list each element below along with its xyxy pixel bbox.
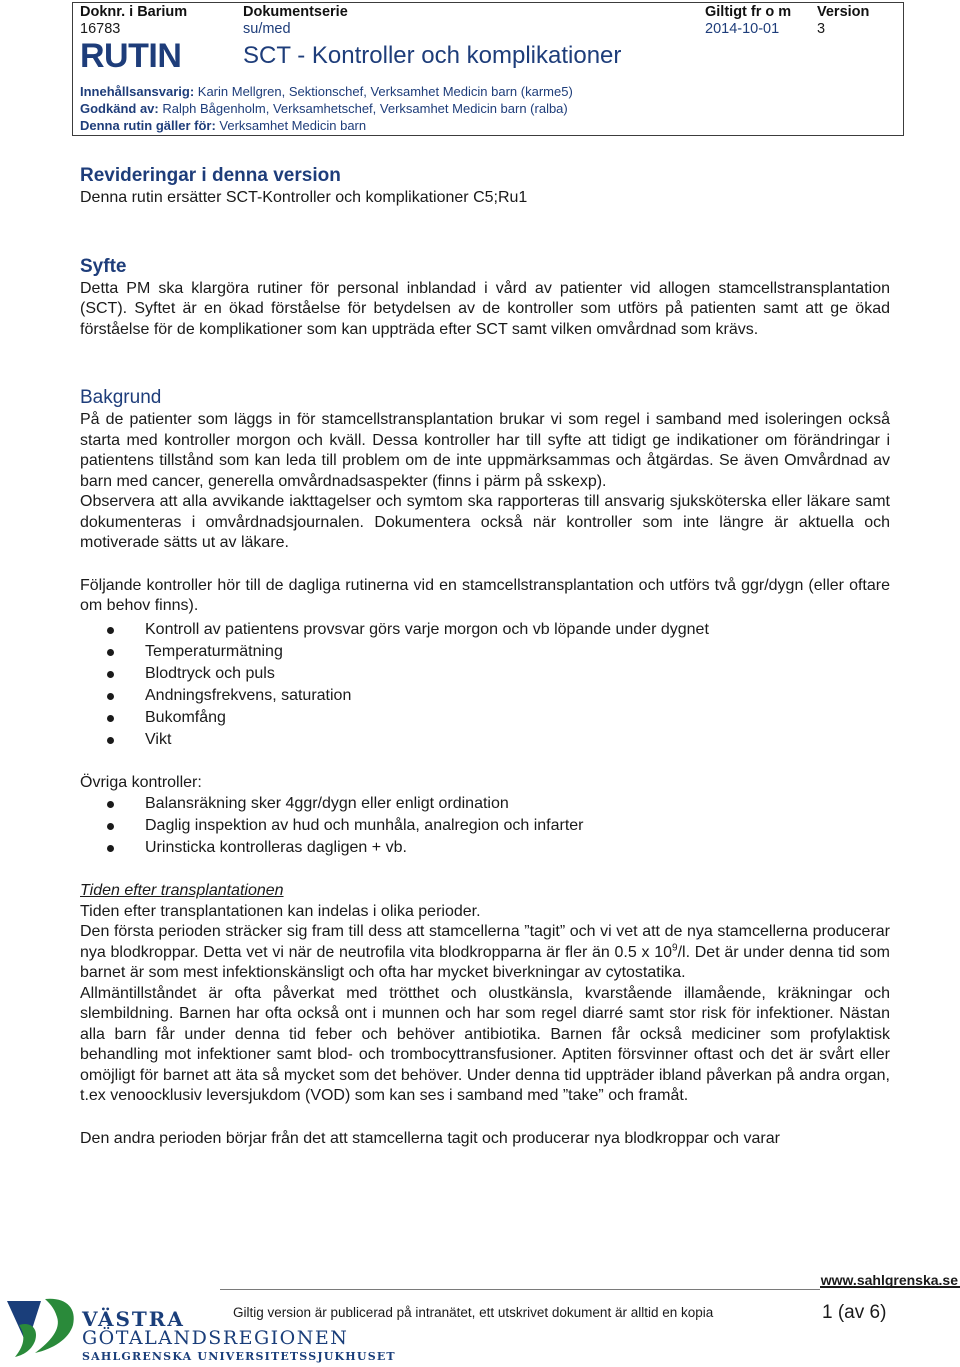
applies-value: Verksamhet Medicin barn [219, 118, 367, 133]
list-item: Daglig inspektion av hud och munhåla, analregion och infarter [145, 815, 890, 837]
version-label: Version [817, 4, 870, 20]
document-body [80, 164, 890, 1149]
logo-text-line-1: VÄSTRA [82, 1307, 185, 1331]
other-controls-heading: Övriga kontroller: [80, 773, 202, 791]
footer-divider-thin [220, 1289, 820, 1290]
document-header [72, 2, 904, 136]
bullet-icon [107, 693, 114, 700]
valid-from-value: 2014-10-01 [705, 21, 780, 37]
logo-text-line-3: SAHLGRENSKA UNIVERSITETSSJUKHUSET [82, 1350, 396, 1363]
revisions-text: Denna rutin ersätter SCT-Kontroller och komplikationer C5;Ru1 [80, 189, 528, 206]
background-paragraph-2: Observera att alla avvikande iakttagelser och symtom ska rapporteras till ansvarig sjuksköterska eller läkare samt dokumenteras i omvårdnadsjournalen. Dokumentera också när kontroller som inte längre är aktuella och motiverade sätts ut av läkare. [80, 493, 890, 551]
after-paragraph-3: Allmäntillståndet är ofta påverkat med trötthet och olustkänsla, kvarstående illamående, kräkningar och slembildning. Barnen har ofta också ont i munnen och har som regel diarré samt stor risk för infektioner. Nästan alla barn får under denna tid feber och behöver antibiotika. Barnen får också mediciner som profylaktisk behandling mot infektioner samt blod- och trombocyttransfusioner. Aptiten försvinner oftast och det är svårt eller omöjligt för barnet att äta så mycket som det behöver. Under denna tid uppträder ibland påverkan på andra organ, t.ex venoocklusiv leversjukdom (VOD) som kan ses i samband med ”take” och framåt. [80, 984, 890, 1104]
list-item: Andningsfrekvens, saturation [145, 685, 890, 707]
daily-controls-list [80, 619, 890, 751]
list-item: Kontroll av patientens provsvar görs varje morgon och vb löpande under dygnet [145, 619, 890, 641]
exponent: 9 [672, 942, 678, 954]
doknr-label: Doknr. i Barium [80, 4, 188, 20]
valid-from-label: Giltigt fr o m [705, 4, 792, 20]
document-title: SCT - Kontroller och komplikationer [243, 42, 622, 69]
after-paragraph-2: Den första perioden sträcker sig fram till dess att stamcellerna ”tagit” och vi vet att de nya stamcellerna producerar nya blodkroppar. Detta vet vi när de neutrofila vita blodkropparna är fler än 0.5 x $10^9/l$. Det är under denna tid som barnet är som mest infektionskänsligt och ofta har mycket biverkningar av cytostatika. [80, 923, 891, 981]
bullet-icon [107, 671, 114, 678]
doknr-value: 16783 [80, 21, 121, 37]
approved-line [80, 101, 568, 117]
bullet-icon [107, 801, 114, 808]
applies-line [80, 118, 366, 134]
footer-url: www.sahlgrenska.se [820, 1272, 958, 1288]
purpose-text: Detta PM ska klargöra rutiner för personal inblandad i vård av patienter vid allogen stamcellstransplantation (SCT). Syftet är en ökad förståelse för betydelsen av de kontroller som utförs på patienten samt att ge ökad förståelse för de komplikationer som kan uppträda efter SCT samt vilken omvårdnad som krävs. [80, 279, 890, 338]
responsible-label: Innehållsansvarig: [80, 84, 195, 99]
bullet-icon [107, 627, 114, 634]
bullet-icon [107, 737, 114, 744]
list-item: Urinsticka kontrolleras dagligen + vb. [145, 837, 890, 859]
applies-label: Denna rutin gäller för: [80, 118, 216, 133]
responsible-line [80, 84, 573, 100]
list-item: Temperaturmätning [145, 641, 890, 663]
approved-value: Ralph Bågenholm, Verksamhetschef, Verksamhet Medicin barn (ralba) [162, 101, 568, 116]
after-transplant-heading: Tiden efter transplantationen [80, 882, 284, 899]
logo-text-line-2: GÖTALANDSREGIONEN [82, 1327, 349, 1349]
footer-note: Giltig version är publicerad på intranätet, ett utskrivet dokument är alltid en kopia [233, 1305, 714, 1320]
background-heading: Bakgrund [80, 387, 162, 408]
doctype-label: Dokumentserie [243, 4, 348, 20]
page-number: 1 (av 6) [822, 1302, 887, 1323]
bullet-icon [107, 715, 114, 722]
other-controls-list [80, 793, 890, 859]
purpose-heading: Syfte [80, 255, 127, 277]
bullet-icon [107, 845, 114, 852]
responsible-value: Karin Mellgren, Sektionschef, Verksamhet Medicin barn (karme5) [197, 84, 573, 99]
bullet-icon [107, 649, 114, 656]
revisions-heading: Revideringar i denna version [80, 165, 341, 186]
approved-label: Godkänd av: [80, 101, 159, 116]
list-item: Balansräkning sker 4ggr/dygn eller enligt ordination [145, 793, 890, 815]
list-item: Vikt [145, 729, 890, 751]
list-item: Blodtryck och puls [145, 663, 890, 685]
doctype-value: su/med [243, 21, 291, 37]
document-type: RUTIN [80, 37, 182, 75]
footer-divider [820, 1286, 960, 1288]
bullet-icon [107, 823, 114, 830]
after-paragraph-4: Den andra perioden börjar från det att stamcellerna tagit och producerar nya blodkroppar och varar [80, 1129, 780, 1147]
version-value: 3 [817, 21, 826, 37]
background-paragraph-1: På de patienter som läggs in för stamcellstransplantation brukar vi som regel i samband med isoleringen också starta med kontroller morgon och kväll. Dessa kontroller har till syfte att tidigt ge indikationer om förändringar i patientens tillstånd som kan leda till problem om de inte uppmärksammas och åtgärdas. Se även Omvårdnad av barn med cancer, generella omvårdnadsaspekter (finns i pärm på sskexp). [80, 411, 890, 490]
background-paragraph-3: Följande kontroller hör till de dagliga rutinerna vid en stamcellstransplantation och utförs två ggr/dygn (eller oftare om behov finns). [80, 576, 890, 614]
after-paragraph-1: Tiden efter transplantationen kan indelas i olika perioder. [80, 902, 481, 920]
list-item: Bukomfång [145, 707, 890, 729]
